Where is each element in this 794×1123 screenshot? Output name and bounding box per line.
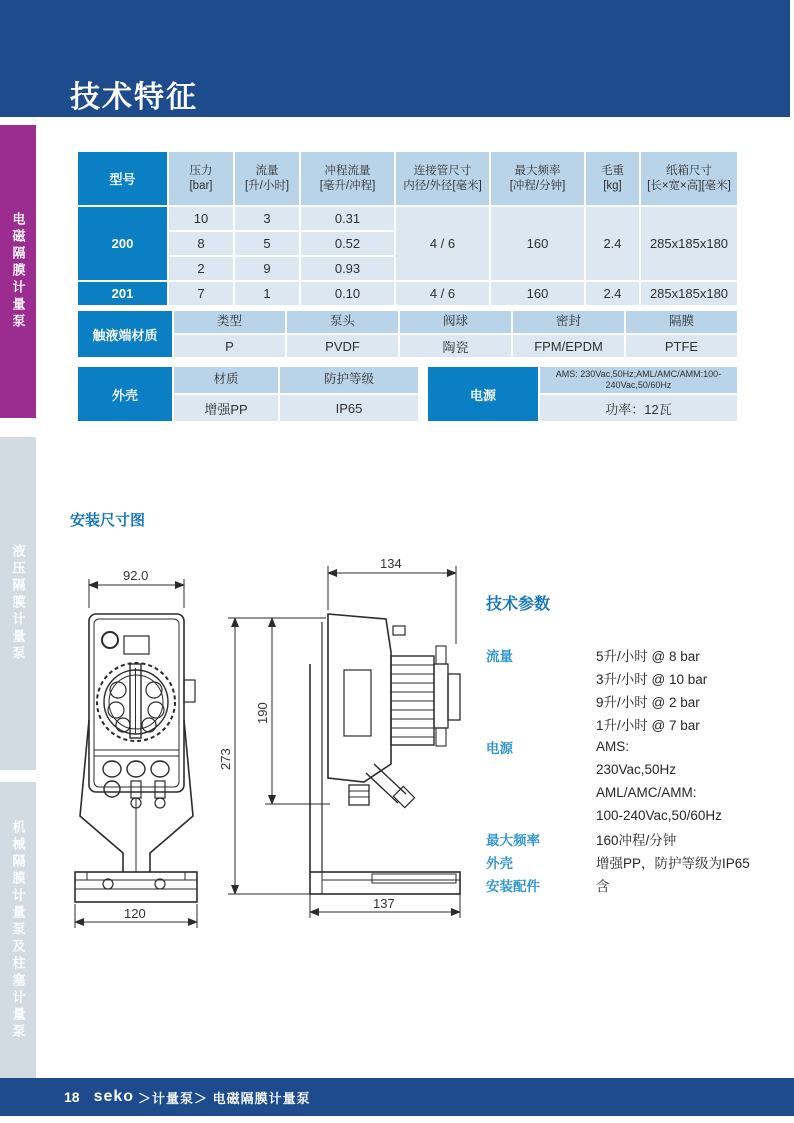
table-header: 阀球: [400, 311, 511, 333]
model-200-cell: 200: [78, 207, 167, 280]
param-row: [486, 666, 776, 689]
table-cell: 2: [169, 257, 233, 280]
param-value: 3升/小时 @ 10 bar: [596, 671, 708, 687]
tech-params-list: [486, 643, 776, 896]
param-label: 外壳: [486, 855, 513, 871]
sidebar-item-label: 机械隔膜计量泵及柱塞计量泵: [10, 819, 26, 1041]
table-header: 隔膜: [626, 311, 737, 333]
spec-col-flow: 流量 [升/小时]: [235, 152, 299, 205]
materials-table: [78, 311, 737, 357]
table-cell: P: [174, 335, 285, 357]
table-header: 材质: [174, 367, 278, 393]
sidebar-item-label: 电磁隔膜计量泵: [10, 212, 26, 331]
table-header: 类型: [174, 311, 285, 333]
param-row: [486, 804, 776, 827]
param-value: 含: [596, 878, 610, 894]
param-value: 230Vac,50Hz: [596, 762, 677, 777]
table-cell: PTFE: [626, 335, 737, 357]
param-row: [486, 643, 776, 666]
param-value: AMS:: [596, 739, 630, 754]
table-header: 泵头: [287, 311, 398, 333]
params-section-title: 技术参数: [486, 596, 551, 613]
power-voltage: AMS: 230Vac,50Hz;AML/AMC/AMM:100-240Vac,50/60Hz: [540, 367, 737, 393]
installation-drawing: [60, 552, 480, 942]
spec-col-carton: 纸箱尺寸 [长×宽×高][毫米]: [641, 152, 737, 205]
dim-side-width: 134: [380, 556, 402, 571]
param-row: [486, 712, 776, 735]
param-value: 5升/小时 @ 8 bar: [596, 648, 700, 664]
table-cell: 陶瓷: [400, 335, 511, 357]
breadcrumb: ＞计量泵＞ 电磁隔膜计量泵: [138, 1090, 311, 1106]
dim-side-height-outer: 273: [218, 748, 233, 770]
param-value: 9升/小时 @ 2 bar: [596, 694, 700, 710]
table-cell: 4 / 6: [396, 282, 489, 305]
param-label: 安装配件: [486, 878, 540, 894]
materials-title: 触液端材质: [78, 311, 172, 357]
spec-col-freq: 最大频率 [冲程/分钟]: [491, 152, 584, 205]
model-201-cell: 201: [78, 282, 167, 305]
param-row: [486, 873, 776, 896]
table-cell: 7: [169, 282, 233, 305]
sidebar-item-label: 液压隔膜计量泵: [10, 544, 26, 663]
pump-dimension-diagram: [60, 552, 480, 942]
table-cell: 0.93: [301, 257, 394, 280]
spec-table: [78, 152, 737, 305]
spec-col-weight: 毛重 [kg]: [586, 152, 639, 205]
table-cell: 0.52: [301, 232, 394, 255]
table-cell: 0.31: [301, 207, 394, 230]
table-header: 防护等级: [280, 367, 418, 393]
table-cell: PVDF: [287, 335, 398, 357]
table-cell: 增强PP: [174, 395, 278, 421]
power-title: 电源: [428, 367, 538, 421]
param-row: [486, 758, 776, 781]
param-value: 增强PP，防护等级为IP65: [596, 855, 750, 871]
param-row: [486, 850, 776, 873]
table-cell: 0.10: [301, 282, 394, 305]
table-cell: 160: [491, 282, 584, 305]
table-cell: 4 / 6: [396, 207, 489, 280]
sidebar-item-hydraulic-pump: [0, 437, 36, 770]
table-cell: 2.4: [586, 282, 639, 305]
param-value: 1升/小时 @ 7 bar: [596, 717, 700, 733]
spec-col-pressure: 压力 [bar]: [169, 152, 233, 205]
table-header: 密封: [513, 311, 624, 333]
housing-title: 外壳: [78, 367, 172, 421]
table-cell: 160: [491, 207, 584, 280]
page-title: 技术特征: [70, 81, 198, 114]
param-row: [486, 781, 776, 804]
table-cell: 285x185x180: [641, 207, 737, 280]
param-value: 100-240Vac,50/60Hz: [596, 808, 722, 823]
table-cell: 285x185x180: [641, 282, 737, 305]
table-cell: 5: [235, 232, 299, 255]
dim-side-base: 137: [373, 896, 395, 911]
spec-col-pipe: 连接管尺寸 内径/外径[毫米]: [396, 152, 489, 205]
table-cell: 3: [235, 207, 299, 230]
housing-table: [78, 367, 418, 421]
table-cell: 1: [235, 282, 299, 305]
spec-col-stroke: 冲程流量 [毫升/冲程]: [301, 152, 394, 205]
table-cell: 9: [235, 257, 299, 280]
sidebar-item-mechanical-pump: [0, 782, 36, 1078]
param-value: 160冲程/分钟: [596, 832, 677, 848]
param-row: [486, 735, 776, 758]
param-row: [486, 827, 776, 850]
sidebar-item-solenoid-pump: [0, 125, 36, 418]
table-cell: FPM/EPDM: [513, 335, 624, 357]
table-cell: 8: [169, 232, 233, 255]
header-band: [0, 0, 790, 117]
brand-logo: seko: [93, 1088, 135, 1105]
table-cell: IP65: [280, 395, 418, 421]
table-cell: 10: [169, 207, 233, 230]
param-value: AML/AMC/AMM:: [596, 785, 697, 800]
param-label: 电源: [486, 740, 513, 756]
footer: [0, 1078, 794, 1116]
param-row: [486, 689, 776, 712]
spec-col-model: 型号: [78, 152, 167, 205]
dim-front-base: 120: [124, 906, 146, 921]
page-number: 18: [64, 1089, 80, 1105]
dim-side-height-inner: 190: [255, 702, 270, 724]
param-label: 最大频率: [486, 832, 540, 848]
install-section-title: 安装尺寸图: [70, 512, 146, 529]
power-table: [428, 367, 737, 421]
power-wattage: 功率：12瓦: [540, 395, 737, 421]
table-cell: 2.4: [586, 207, 639, 280]
dim-front-width: 92.0: [123, 568, 149, 583]
param-label: 流量: [486, 648, 513, 664]
